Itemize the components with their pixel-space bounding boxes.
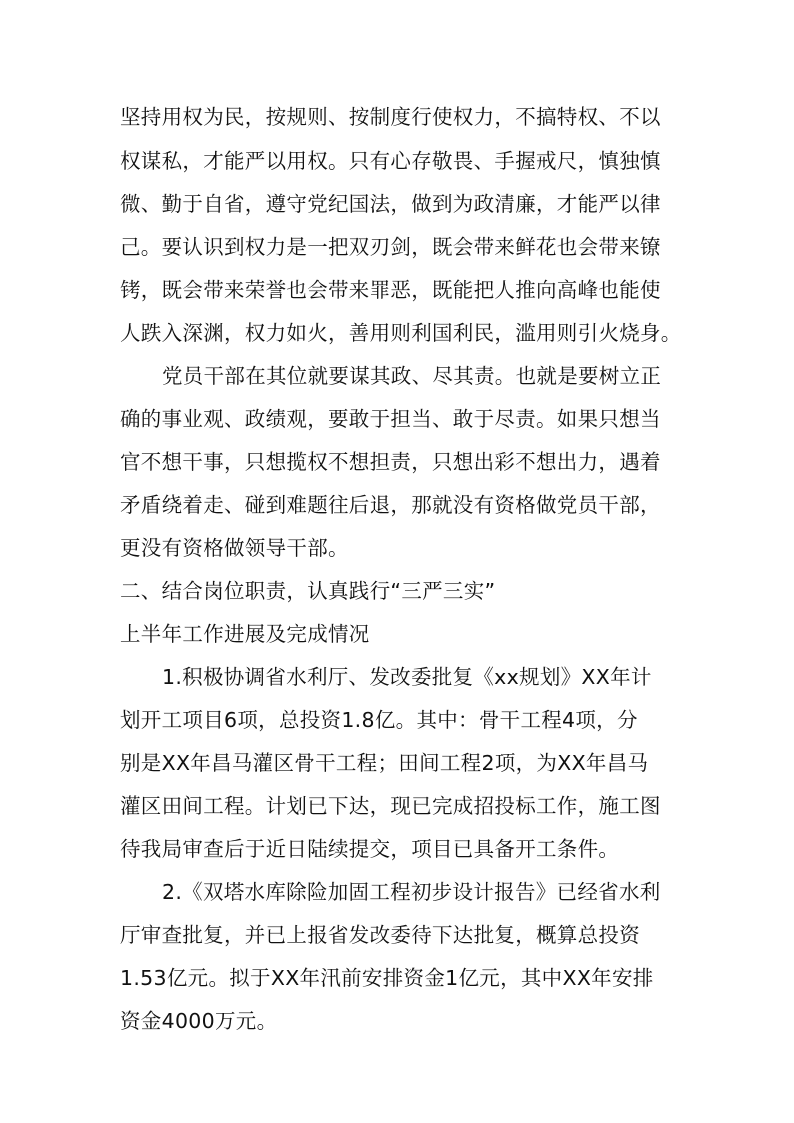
text-line: 资金4000万元。: [120, 1009, 278, 1033]
subsection-heading: 上半年工作进展及完成情况: [120, 622, 370, 646]
text-line: 铐，既会带来荣誉也会带来罪恶，既能把人推向高峰也能使: [120, 278, 661, 302]
text-line: 矛盾绕着走、碰到难题往后退，那就没有资格做党员干部，: [120, 493, 661, 517]
text-line: 待我局审查后于近日陆续提交，项目已具备开工条件。: [120, 837, 620, 861]
paragraph-start-line: 1.积极协调省水利厅、发改委批复《xx规划》XX年计: [162, 665, 652, 689]
text-line: 权谋私，才能严以用权。只有心存敬畏、手握戒尺，慎独慎: [120, 149, 661, 173]
text-line: 更没有资格做领导干部。: [120, 536, 349, 560]
text-line: 1.53亿元。拟于XX年汛前安排资金1亿元，其中XX年安排: [120, 966, 654, 990]
text-line: 厅审查批复，并已上报省发改委待下达批复，概算总投资: [120, 923, 640, 947]
text-line: 坚持用权为民，按规则、按制度行使权力，不搞特权、不以: [120, 105, 661, 129]
section-heading: 二、结合岗位职责，认真践行“三严三实”: [120, 579, 496, 603]
paragraph-start-line: 2.《双塔水库除险加固工程初步设计报告》已经省水利: [162, 880, 661, 904]
text-line: 己。要认识到权力是一把双刃剑，既会带来鲜花也会带来镣: [120, 235, 661, 259]
paragraph-start-line: 党员干部在其位就要谋其政、尽其责。也就是要树立正: [162, 364, 662, 388]
text-line: 别是XX年昌马灌区骨干工程；田间工程2项，为XX年昌马: [120, 751, 649, 775]
text-line: 人跌入深渊，权力如火，善用则利国利民，滥用则引火烧身。: [120, 321, 682, 345]
text-line: 官不想干事，只想揽权不想担责，只想出彩不想出力，遇着: [120, 450, 661, 474]
text-line: 划开工项目6项，总投资1.8亿。其中：骨干工程4项，分: [120, 708, 638, 732]
text-line: 微、勤于自省，遵守党纪国法，做到为政清廉，才能严以律: [120, 192, 661, 216]
text-line: 确的事业观、政绩观，要敢于担当、敢于尽责。如果只想当: [120, 407, 661, 431]
text-line: 灌区田间工程。计划已下达，现已完成招投标工作，施工图: [120, 794, 661, 818]
